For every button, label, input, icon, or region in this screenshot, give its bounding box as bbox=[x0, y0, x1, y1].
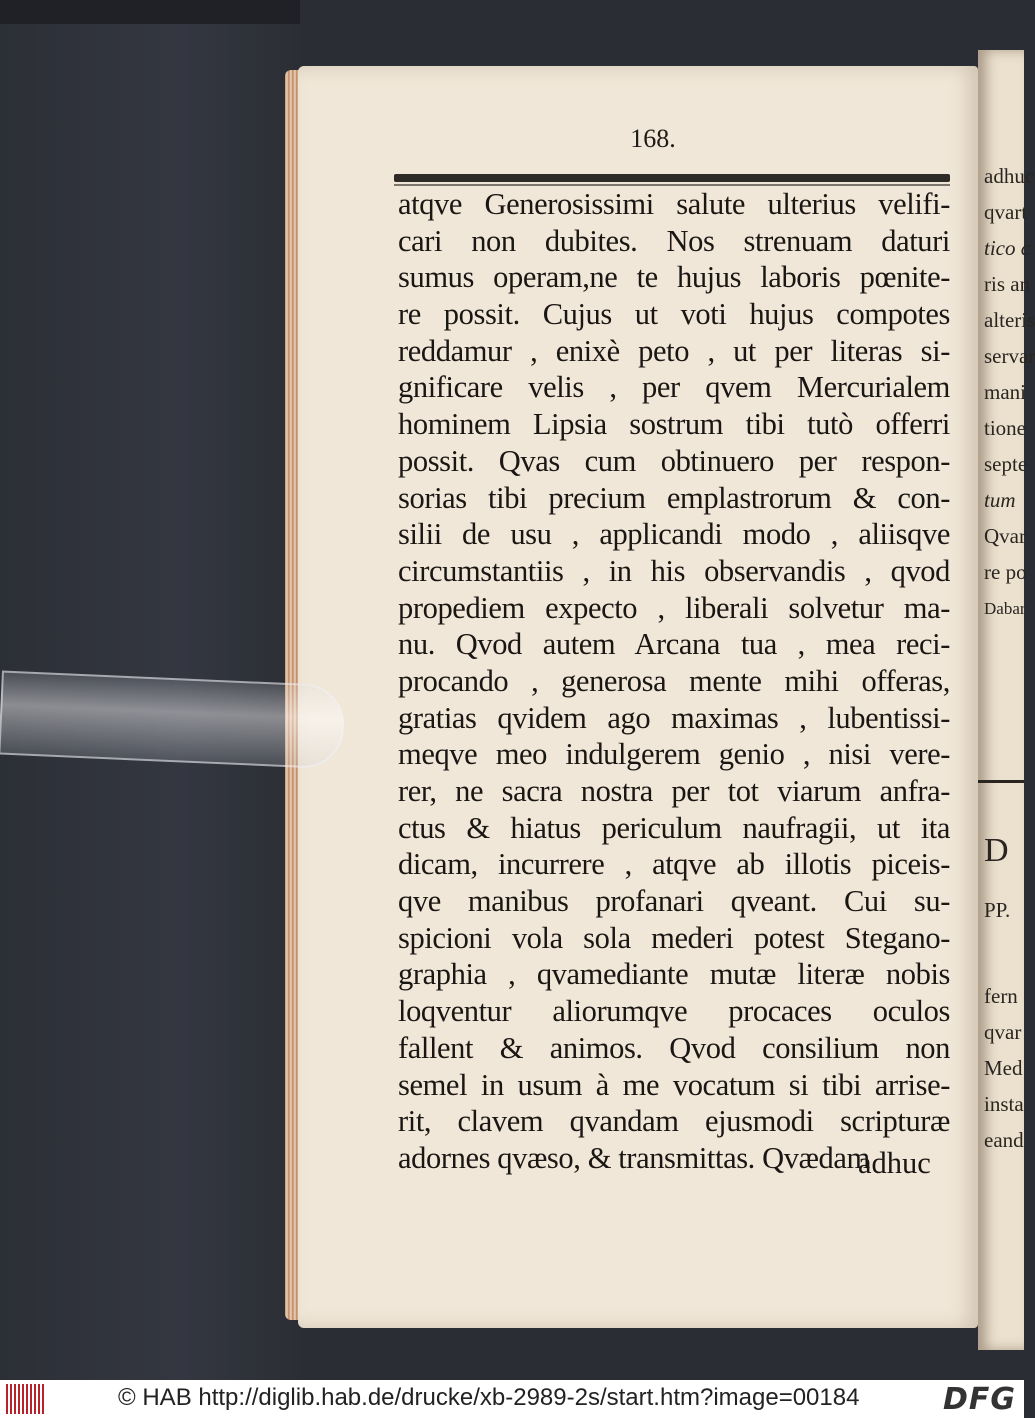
text-line: gratias qvidem ago maximas , lubentissi- bbox=[398, 700, 950, 735]
text-line: qve manibus profanari qveant. Cui su- bbox=[398, 884, 950, 919]
text-line: semel in usum à me vocatum si tibi arrise- bbox=[398, 1067, 950, 1102]
next-page-fragment: tum bbox=[984, 488, 1016, 512]
text-line: spicioni vola sola mederi potest Stegano- bbox=[398, 920, 950, 955]
next-page-fragment: Dabar bbox=[984, 599, 1026, 618]
source-link[interactable]: © HAB http://diglib.hab.de/drucke/xb-2989-2s/start.htm?image=00184 bbox=[118, 1384, 860, 1411]
text-line: dicam, incurrere , atqve ab illotis piceis- bbox=[398, 847, 950, 882]
next-page-fragment: ris an bbox=[984, 272, 1031, 296]
glass-clamp bbox=[0, 660, 345, 780]
next-page-fragment: fern bbox=[984, 984, 1018, 1008]
book-page bbox=[298, 66, 978, 1328]
text-line: sorias tibi precium emplastrorum & con- bbox=[398, 480, 950, 515]
next-page-fragment: tico c bbox=[984, 236, 1031, 260]
text-line: nu. Qvod autem Arcana tua , mea reci- bbox=[398, 627, 950, 662]
page-text bbox=[398, 186, 950, 1177]
text-line: fallent & animos. Qvod consilium non bbox=[398, 1030, 950, 1065]
text-line: ctus & hiatus periculum naufragii, ut ita bbox=[398, 810, 950, 845]
text-line: sumus operam,ne te hujus laboris pœnite- bbox=[398, 260, 950, 295]
hab-logo-icon bbox=[6, 1384, 50, 1414]
page-number: 168. bbox=[630, 124, 676, 153]
next-page-fragment: qvart bbox=[984, 200, 1028, 224]
next-page-fragment: Med bbox=[984, 1056, 1023, 1080]
text-line: rit, clavem qvandam ejusmodi scripturæ bbox=[398, 1104, 950, 1139]
text-line: procando , generosa mente mihi offeras, bbox=[398, 663, 950, 698]
scanner-top-shadow bbox=[0, 0, 300, 24]
clamp-bar bbox=[0, 671, 346, 770]
next-page-fragment: alteris bbox=[984, 308, 1035, 332]
text-line: propediem expecto , liberali solvetur ma- bbox=[398, 590, 950, 625]
text-line: cari non dubites. Nos strenuam daturi bbox=[398, 223, 950, 258]
next-page-fragment: insta bbox=[984, 1092, 1024, 1116]
next-page-fragment: PP. bbox=[984, 898, 1011, 922]
text-line: possit. Qvas cum obtinuero per respon- bbox=[398, 443, 950, 478]
text-line: atqve Generosissimi salute ulterius velifi- bbox=[398, 187, 950, 221]
next-page-fragment: servar bbox=[984, 344, 1035, 368]
next-page-rule bbox=[978, 780, 1024, 783]
dfg-logo: DFG bbox=[942, 1382, 1016, 1417]
catchword: adhuc bbox=[858, 1146, 931, 1180]
next-page-fragment: Qvar bbox=[984, 524, 1026, 548]
text-line: meqve meo indulgerem genio , nisi vere- bbox=[398, 737, 950, 772]
next-page-fragment: adhuc bbox=[984, 164, 1035, 188]
text-line: rer, ne sacra nostra per tot viarum anfra- bbox=[398, 774, 950, 808]
next-page-fragment: qvar bbox=[984, 1020, 1022, 1044]
text-line: loqventur aliorumqve procaces oculos bbox=[398, 994, 950, 1029]
text-line: graphia , qvamediante mutæ literæ nobis bbox=[398, 957, 950, 992]
next-page-edge bbox=[978, 50, 1035, 1350]
text-line: adornes qvæso, & transmittas. Qvædam bbox=[398, 1140, 870, 1175]
next-page-fragment: re po bbox=[984, 560, 1027, 584]
text-line: re possit. Cujus ut voti hujus compotes bbox=[398, 297, 950, 332]
text-line: silii de usu , applicandi modo , aliisqve bbox=[398, 517, 950, 552]
next-page-fragment: D bbox=[984, 832, 1009, 869]
next-page-fragment: eand bbox=[984, 1128, 1024, 1152]
header-rule bbox=[394, 174, 950, 182]
text-line: gnificare velis , per qvem Mercurialem bbox=[398, 370, 950, 405]
next-page-fragment: septe bbox=[984, 452, 1028, 476]
text-line: reddamur , enixè peto , ut per literas si- bbox=[398, 333, 950, 368]
next-page-fragment: mani bbox=[984, 380, 1026, 404]
viewer-footer bbox=[0, 1380, 1024, 1418]
next-page-fragment: tione bbox=[984, 416, 1026, 440]
text-line: hominem Lipsia sostrum tibi tutò offerri bbox=[398, 407, 950, 442]
text-line: circumstantiis , in his observandis , qvod bbox=[398, 553, 950, 588]
